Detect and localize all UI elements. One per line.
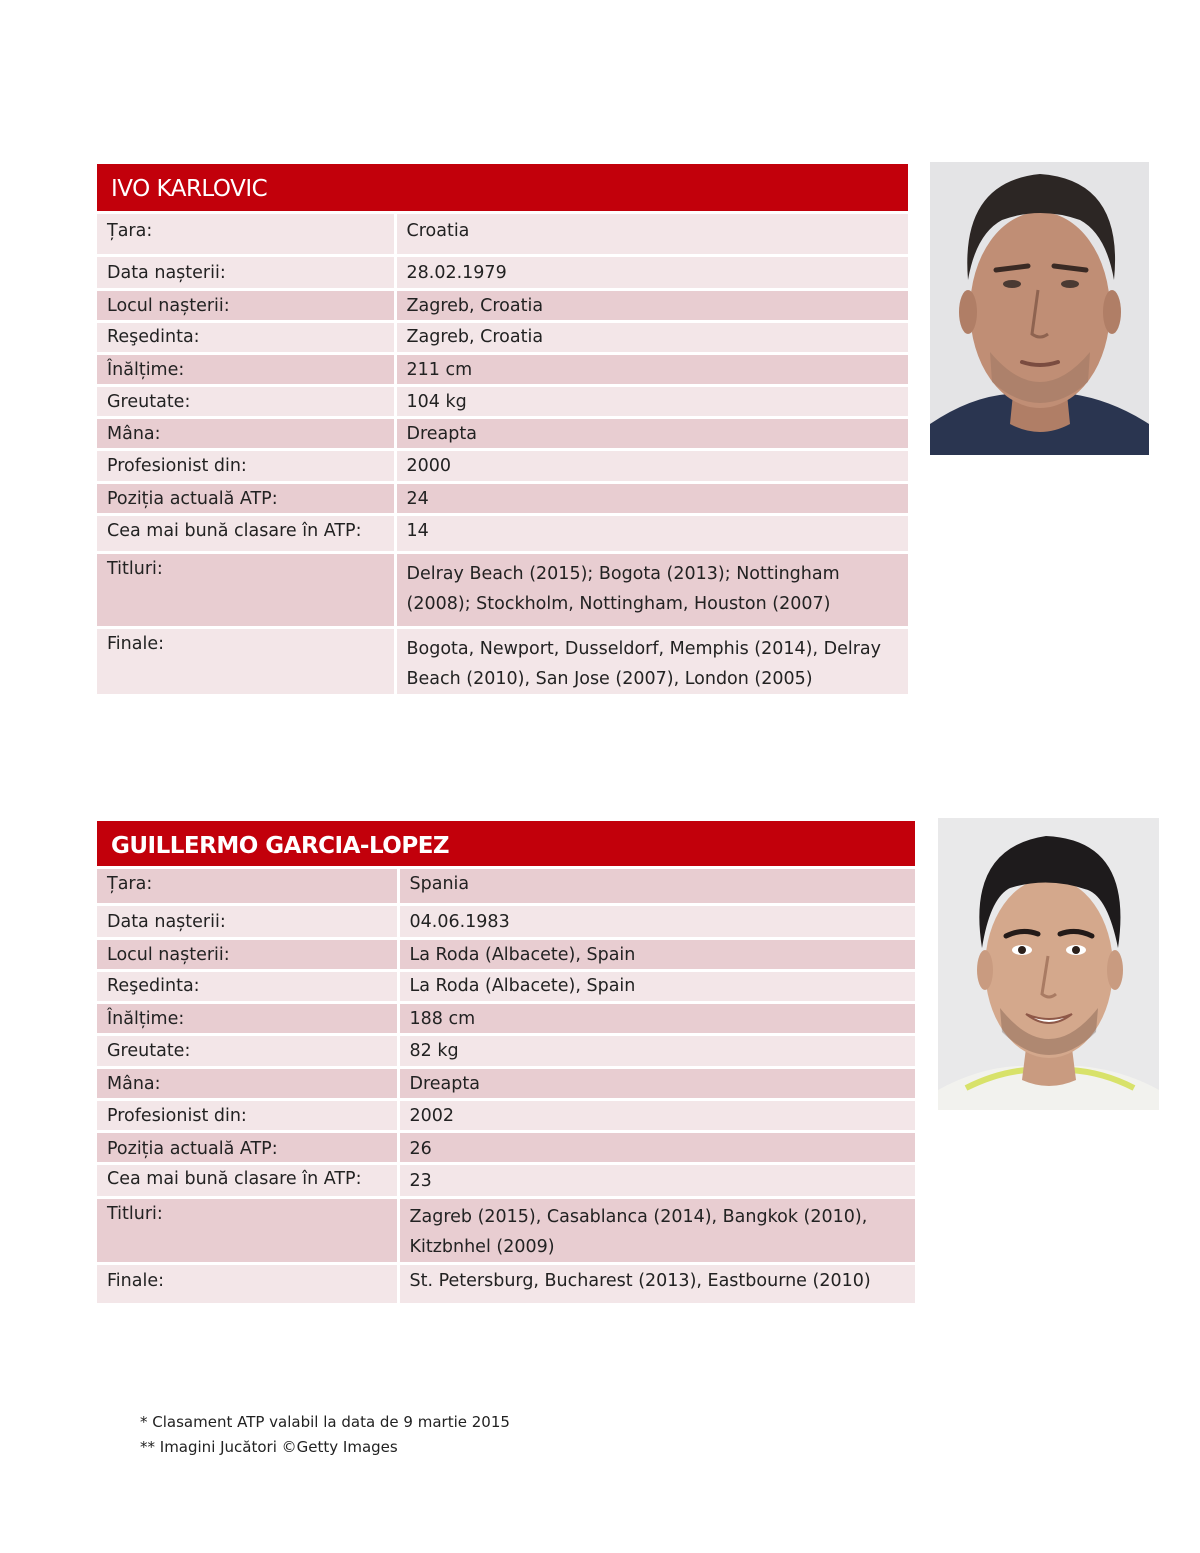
- table-row: [97, 514, 908, 552]
- row-label: Locul nașterii:: [97, 289, 395, 321]
- table-row: [97, 417, 908, 449]
- player-portrait-image: [930, 162, 1149, 455]
- player-photo: [938, 818, 1159, 1110]
- row-value: Spania: [398, 869, 915, 904]
- table-row: [97, 1034, 915, 1067]
- row-value: 188 cm: [398, 1002, 915, 1034]
- table-row: [97, 1067, 915, 1099]
- table-row: [97, 1197, 915, 1263]
- table-row: [97, 353, 908, 385]
- row-label: Profesionist din:: [97, 1099, 398, 1131]
- table-row: [97, 1099, 915, 1131]
- row-value: 2000: [395, 449, 908, 482]
- row-value: 2002: [398, 1099, 915, 1131]
- row-value: La Roda (Albacete), Spain: [398, 970, 915, 1002]
- row-label: Greutate:: [97, 1034, 398, 1067]
- row-value: Dreapta: [398, 1067, 915, 1099]
- table-row: [97, 869, 915, 904]
- row-label: Poziția actuală ATP:: [97, 482, 395, 514]
- row-label: Data nașterii:: [97, 255, 395, 289]
- row-value: 24: [395, 482, 908, 514]
- row-label: Cea mai bună clasare în ATP:: [97, 1163, 398, 1197]
- footnotes: [140, 1411, 510, 1461]
- table-row: [97, 552, 908, 627]
- footnote-image-credit: ** Imagini Jucători ©Getty Images: [140, 1438, 398, 1456]
- row-value: 211 cm: [395, 353, 908, 385]
- row-value: 26: [398, 1131, 915, 1163]
- row-value: 104 kg: [395, 385, 908, 417]
- row-label: Finale:: [97, 627, 395, 695]
- player-portrait-image: [938, 818, 1159, 1110]
- row-label: Locul nașterii:: [97, 938, 398, 970]
- table-row: [97, 1263, 915, 1304]
- row-label: Înălțime:: [97, 353, 395, 385]
- table-row: [97, 1163, 915, 1197]
- row-label: Finale:: [97, 1263, 398, 1304]
- table-row: [97, 904, 915, 938]
- table-row: [97, 482, 908, 514]
- row-label: Titluri:: [97, 1197, 398, 1263]
- row-label: Țara:: [97, 214, 395, 255]
- table-row: [97, 627, 908, 695]
- row-value: 28.02.1979: [395, 255, 908, 289]
- row-label: Mâna:: [97, 1067, 398, 1099]
- row-label: Înălțime:: [97, 1002, 398, 1034]
- table-row: [97, 1131, 915, 1163]
- row-value: 23: [398, 1163, 915, 1197]
- table-row: [97, 970, 915, 1002]
- row-value: Croatia: [395, 214, 908, 255]
- row-value: Delray Beach (2015); Bogota (2013); Nottingham (2008); Stockholm, Nottingham, Houston (2007): [395, 552, 908, 627]
- player-stats-table: [97, 214, 908, 697]
- row-label: Data nașterii:: [97, 904, 398, 938]
- player-card-garcia-lopez: [97, 821, 915, 1306]
- player-photo: [930, 162, 1149, 455]
- row-label: Greutate:: [97, 385, 395, 417]
- row-value: Bogota, Newport, Dusseldorf, Memphis (2014), Delray Beach (2010), San Jose (2007), London (2005): [395, 627, 908, 695]
- row-label: Cea mai bună clasare în ATP:: [97, 514, 395, 552]
- row-value: St. Petersburg, Bucharest (2013), Eastbourne (2010): [398, 1263, 915, 1304]
- row-value: Zagreb, Croatia: [395, 289, 908, 321]
- table-row: [97, 321, 908, 353]
- player-name-header: IVO KARLOVIC: [97, 164, 908, 214]
- row-label: Reşedinta:: [97, 321, 395, 353]
- table-row: [97, 449, 908, 482]
- footnote-atp-ranking: * Clasament ATP valabil la data de 9 martie 2015: [140, 1413, 510, 1431]
- row-value: Zagreb (2015), Casablanca (2014), Bangkok (2010), Kitzbnhel (2009): [398, 1197, 915, 1263]
- row-label: Poziția actuală ATP:: [97, 1131, 398, 1163]
- table-row: [97, 214, 908, 255]
- row-value: Dreapta: [395, 417, 908, 449]
- row-value: 04.06.1983: [398, 904, 915, 938]
- row-label: Reşedinta:: [97, 970, 398, 1002]
- row-label: Țara:: [97, 869, 398, 904]
- table-row: [97, 385, 908, 417]
- table-row: [97, 289, 908, 321]
- player-card-karlovic: [97, 164, 908, 697]
- row-label: Titluri:: [97, 552, 395, 627]
- player-name-header: GUILLERMO GARCIA-LOPEZ: [97, 821, 915, 869]
- row-value: 14: [395, 514, 908, 552]
- table-row: [97, 255, 908, 289]
- row-value: 82 kg: [398, 1034, 915, 1067]
- table-row: [97, 938, 915, 970]
- row-value: La Roda (Albacete), Spain: [398, 938, 915, 970]
- table-row: [97, 1002, 915, 1034]
- player-stats-table: [97, 869, 915, 1306]
- row-label: Profesionist din:: [97, 449, 395, 482]
- row-label: Mâna:: [97, 417, 395, 449]
- row-value: Zagreb, Croatia: [395, 321, 908, 353]
